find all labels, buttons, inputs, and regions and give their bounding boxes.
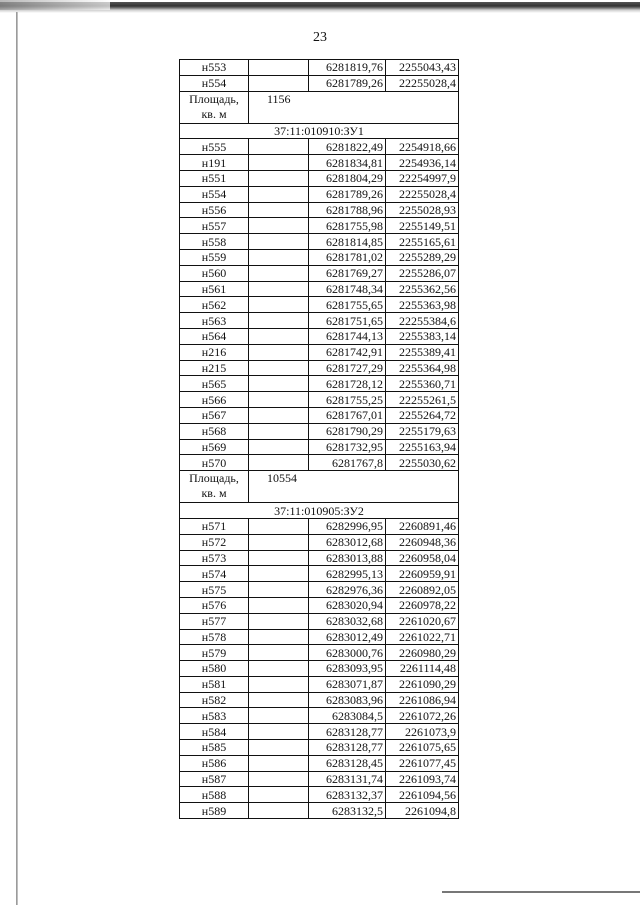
x-coordinate-cell: 6281755,98 xyxy=(309,218,386,234)
y-coordinate-cell: 2260948,36 xyxy=(386,534,459,550)
point-name-cell: н589 xyxy=(180,803,249,819)
y-coordinate-cell: 22255028,4 xyxy=(386,75,459,91)
y-coordinate-cell: 22255028,4 xyxy=(386,186,459,202)
point-name-cell: н585 xyxy=(180,740,249,756)
table-row xyxy=(180,613,459,629)
coordinates-table xyxy=(179,59,459,819)
table-row xyxy=(180,392,459,408)
y-coordinate-cell: 2255149,51 xyxy=(386,218,459,234)
point-name-cell: н551 xyxy=(180,170,249,186)
blank-cell xyxy=(249,740,309,756)
point-name-cell: н581 xyxy=(180,676,249,692)
y-coordinate-cell: 2260978,22 xyxy=(386,597,459,613)
table-row xyxy=(180,755,459,771)
y-coordinate-cell: 22255384,6 xyxy=(386,313,459,329)
blank-cell xyxy=(249,771,309,787)
point-name-cell: н579 xyxy=(180,645,249,661)
y-coordinate-cell: 2255165,61 xyxy=(386,234,459,250)
y-coordinate-cell: 2255360,71 xyxy=(386,376,459,392)
blank-cell xyxy=(249,550,309,566)
blank-cell xyxy=(249,787,309,803)
point-name-cell: н564 xyxy=(180,328,249,344)
table-row xyxy=(180,518,459,534)
y-coordinate-cell: 2261094,56 xyxy=(386,787,459,803)
y-coordinate-cell: 2261114,48 xyxy=(386,661,459,677)
blank-cell xyxy=(249,518,309,534)
y-coordinate-cell: 2255286,07 xyxy=(386,265,459,281)
x-coordinate-cell: 6282976,36 xyxy=(309,582,386,598)
point-name-cell: н562 xyxy=(180,297,249,313)
table-row xyxy=(180,170,459,186)
point-name-cell: н559 xyxy=(180,249,249,265)
table-row xyxy=(180,155,459,171)
table-row xyxy=(180,787,459,803)
area-label-line2: кв. м xyxy=(201,486,227,501)
x-coordinate-cell: 6281727,29 xyxy=(309,360,386,376)
y-coordinate-cell: 2261077,45 xyxy=(386,755,459,771)
blank-cell xyxy=(249,249,309,265)
x-coordinate-cell: 6283128,77 xyxy=(309,740,386,756)
point-name-cell: н558 xyxy=(180,234,249,250)
x-coordinate-cell: 6283032,68 xyxy=(309,613,386,629)
table-row xyxy=(180,423,459,439)
section-header-row xyxy=(180,123,459,139)
area-row xyxy=(180,471,459,503)
x-coordinate-cell: 6283083,96 xyxy=(309,692,386,708)
table-row xyxy=(180,328,459,344)
x-coordinate-cell: 6282996,95 xyxy=(309,518,386,534)
x-coordinate-cell: 6281788,96 xyxy=(309,202,386,218)
point-name-cell: н588 xyxy=(180,787,249,803)
table-row xyxy=(180,771,459,787)
x-coordinate-cell: 6281755,25 xyxy=(309,392,386,408)
table-row xyxy=(180,360,459,376)
x-coordinate-cell: 6283131,74 xyxy=(309,771,386,787)
y-coordinate-cell: 2261090,29 xyxy=(386,676,459,692)
point-name-cell: н578 xyxy=(180,629,249,645)
table-row xyxy=(180,692,459,708)
x-coordinate-cell: 6281789,26 xyxy=(309,186,386,202)
area-label-line1: Площадь, xyxy=(189,91,239,106)
scan-artifact-top-mark xyxy=(0,0,110,10)
table-row xyxy=(180,582,459,598)
blank-cell xyxy=(249,407,309,423)
blank-cell xyxy=(249,344,309,360)
table-row xyxy=(180,534,459,550)
table-row xyxy=(180,439,459,455)
y-coordinate-cell: 22255261,5 xyxy=(386,392,459,408)
y-coordinate-cell: 2261073,9 xyxy=(386,724,459,740)
point-name-cell: н215 xyxy=(180,360,249,376)
x-coordinate-cell: 6281748,34 xyxy=(309,281,386,297)
point-name-cell: н584 xyxy=(180,724,249,740)
x-coordinate-cell: 6281744,13 xyxy=(309,328,386,344)
point-name-cell: н567 xyxy=(180,407,249,423)
point-name-cell: н570 xyxy=(180,455,249,471)
x-coordinate-cell: 6281767,8 xyxy=(309,455,386,471)
point-name-cell: н554 xyxy=(180,186,249,202)
x-coordinate-cell: 6281790,29 xyxy=(309,423,386,439)
blank-cell xyxy=(249,186,309,202)
y-coordinate-cell: 2255364,98 xyxy=(386,360,459,376)
blank-cell xyxy=(249,582,309,598)
y-coordinate-cell: 2255043,43 xyxy=(386,60,459,76)
y-coordinate-cell: 2260980,29 xyxy=(386,645,459,661)
point-name-cell: н574 xyxy=(180,566,249,582)
y-coordinate-cell: 2254918,66 xyxy=(386,139,459,155)
x-coordinate-cell: 6283020,94 xyxy=(309,597,386,613)
x-coordinate-cell: 6282995,13 xyxy=(309,566,386,582)
point-name-cell: н560 xyxy=(180,265,249,281)
y-coordinate-cell: 2261022,71 xyxy=(386,629,459,645)
x-coordinate-cell: 6283128,77 xyxy=(309,724,386,740)
table-row xyxy=(180,202,459,218)
point-name-cell: н572 xyxy=(180,534,249,550)
blank-cell xyxy=(249,218,309,234)
blank-cell xyxy=(249,613,309,629)
table-row xyxy=(180,645,459,661)
blank-cell xyxy=(249,328,309,344)
blank-cell xyxy=(249,724,309,740)
point-name-cell: н553 xyxy=(180,60,249,76)
x-coordinate-cell: 6283128,45 xyxy=(309,755,386,771)
point-name-cell: н555 xyxy=(180,139,249,155)
table-row xyxy=(180,550,459,566)
blank-cell xyxy=(249,139,309,155)
y-coordinate-cell: 2261075,65 xyxy=(386,740,459,756)
y-coordinate-cell: 2261094,8 xyxy=(386,803,459,819)
table-row xyxy=(180,313,459,329)
blank-cell xyxy=(249,360,309,376)
table-row xyxy=(180,249,459,265)
area-label-line1: Площадь, xyxy=(189,471,239,486)
x-coordinate-cell: 6281769,27 xyxy=(309,265,386,281)
table-row xyxy=(180,676,459,692)
blank-cell xyxy=(249,645,309,661)
y-coordinate-cell: 2260959,91 xyxy=(386,566,459,582)
section-header-row xyxy=(180,503,459,519)
y-coordinate-cell: 2255383,14 xyxy=(386,328,459,344)
y-coordinate-cell: 2255389,41 xyxy=(386,344,459,360)
blank-cell xyxy=(249,423,309,439)
table-row xyxy=(180,139,459,155)
x-coordinate-cell: 6281755,65 xyxy=(309,297,386,313)
x-coordinate-cell: 6281834,81 xyxy=(309,155,386,171)
blank-cell xyxy=(249,202,309,218)
point-name-cell: н554 xyxy=(180,75,249,91)
y-coordinate-cell: 2255363,98 xyxy=(386,297,459,313)
y-coordinate-cell: 2260891,46 xyxy=(386,518,459,534)
table-row xyxy=(180,724,459,740)
y-coordinate-cell: 2261086,94 xyxy=(386,692,459,708)
blank-cell xyxy=(249,455,309,471)
x-coordinate-cell: 6281789,26 xyxy=(309,75,386,91)
blank-cell xyxy=(249,692,309,708)
blank-cell xyxy=(249,708,309,724)
x-coordinate-cell: 6281804,29 xyxy=(309,170,386,186)
blank-cell xyxy=(249,392,309,408)
y-coordinate-cell: 2261020,67 xyxy=(386,613,459,629)
y-coordinate-cell: 2261072,26 xyxy=(386,708,459,724)
blank-cell xyxy=(249,155,309,171)
point-name-cell: н586 xyxy=(180,755,249,771)
area-value-cell: 10554 xyxy=(249,471,459,503)
x-coordinate-cell: 6283012,49 xyxy=(309,629,386,645)
table-row xyxy=(180,455,459,471)
y-coordinate-cell: 2260958,04 xyxy=(386,550,459,566)
point-name-cell: н577 xyxy=(180,613,249,629)
table-row xyxy=(180,75,459,91)
x-coordinate-cell: 6281751,65 xyxy=(309,313,386,329)
point-name-cell: н582 xyxy=(180,692,249,708)
table-row xyxy=(180,186,459,202)
point-name-cell: н573 xyxy=(180,550,249,566)
blank-cell xyxy=(249,566,309,582)
table-row xyxy=(180,297,459,313)
point-name-cell: н583 xyxy=(180,708,249,724)
y-coordinate-cell: 2255289,29 xyxy=(386,249,459,265)
scan-artifact-bottom-line xyxy=(442,891,640,893)
point-name-cell: н576 xyxy=(180,597,249,613)
x-coordinate-cell: 6283000,76 xyxy=(309,645,386,661)
blank-cell xyxy=(249,234,309,250)
scan-artifact-left-edge xyxy=(16,12,18,905)
y-coordinate-cell: 2255163,94 xyxy=(386,439,459,455)
x-coordinate-cell: 6281767,01 xyxy=(309,407,386,423)
x-coordinate-cell: 6281742,91 xyxy=(309,344,386,360)
blank-cell xyxy=(249,597,309,613)
y-coordinate-cell: 2255028,93 xyxy=(386,202,459,218)
blank-cell xyxy=(249,281,309,297)
x-coordinate-cell: 6283084,5 xyxy=(309,708,386,724)
y-coordinate-cell: 2255179,63 xyxy=(386,423,459,439)
y-coordinate-cell: 2255264,72 xyxy=(386,407,459,423)
blank-cell xyxy=(249,676,309,692)
table-row xyxy=(180,234,459,250)
x-coordinate-cell: 6283012,68 xyxy=(309,534,386,550)
x-coordinate-cell: 6281781,02 xyxy=(309,249,386,265)
point-name-cell: н571 xyxy=(180,518,249,534)
table-row xyxy=(180,708,459,724)
blank-cell xyxy=(249,629,309,645)
blank-cell xyxy=(249,60,309,76)
table-row xyxy=(180,803,459,819)
x-coordinate-cell: 6281819,76 xyxy=(309,60,386,76)
y-coordinate-cell: 2255030,62 xyxy=(386,455,459,471)
x-coordinate-cell: 6283071,87 xyxy=(309,676,386,692)
table-row xyxy=(180,344,459,360)
blank-cell xyxy=(249,170,309,186)
blank-cell xyxy=(249,439,309,455)
y-coordinate-cell: 2254936,14 xyxy=(386,155,459,171)
x-coordinate-cell: 6283013,88 xyxy=(309,550,386,566)
blank-cell xyxy=(249,803,309,819)
x-coordinate-cell: 6281822,49 xyxy=(309,139,386,155)
point-name-cell: н569 xyxy=(180,439,249,455)
point-name-cell: н568 xyxy=(180,423,249,439)
y-coordinate-cell: 2255362,56 xyxy=(386,281,459,297)
area-label-cell xyxy=(180,471,249,503)
x-coordinate-cell: 6283132,37 xyxy=(309,787,386,803)
table-row xyxy=(180,407,459,423)
point-name-cell: н561 xyxy=(180,281,249,297)
table-row xyxy=(180,60,459,76)
blank-cell xyxy=(249,376,309,392)
blank-cell xyxy=(249,755,309,771)
area-label-cell xyxy=(180,91,249,123)
cadastral-number-cell: 37:11:010905:ЗУ2 xyxy=(180,503,459,519)
x-coordinate-cell: 6283132,5 xyxy=(309,803,386,819)
blank-cell xyxy=(249,661,309,677)
table-row xyxy=(180,376,459,392)
blank-cell xyxy=(249,297,309,313)
blank-cell xyxy=(249,265,309,281)
area-label-line2: кв. м xyxy=(201,106,227,121)
point-name-cell: н587 xyxy=(180,771,249,787)
point-name-cell: н566 xyxy=(180,392,249,408)
point-name-cell: н216 xyxy=(180,344,249,360)
point-name-cell: н580 xyxy=(180,661,249,677)
y-coordinate-cell: 22254997,9 xyxy=(386,170,459,186)
point-name-cell: н556 xyxy=(180,202,249,218)
point-name-cell: н557 xyxy=(180,218,249,234)
y-coordinate-cell: 2260892,05 xyxy=(386,582,459,598)
area-value-cell: 1156 xyxy=(249,91,459,123)
table-row xyxy=(180,629,459,645)
point-name-cell: н191 xyxy=(180,155,249,171)
y-coordinate-cell: 2261093,74 xyxy=(386,771,459,787)
blank-cell xyxy=(249,313,309,329)
table-row xyxy=(180,218,459,234)
table-row xyxy=(180,661,459,677)
point-name-cell: н565 xyxy=(180,376,249,392)
x-coordinate-cell: 6281732,95 xyxy=(309,439,386,455)
area-row xyxy=(180,91,459,123)
blank-cell xyxy=(249,534,309,550)
point-name-cell: н563 xyxy=(180,313,249,329)
table-row xyxy=(180,740,459,756)
x-coordinate-cell: 6283093,95 xyxy=(309,661,386,677)
x-coordinate-cell: 6281814,85 xyxy=(309,234,386,250)
x-coordinate-cell: 6281728,12 xyxy=(309,376,386,392)
table-row xyxy=(180,597,459,613)
table-row xyxy=(180,265,459,281)
point-name-cell: н575 xyxy=(180,582,249,598)
page-number: 23 xyxy=(313,30,327,45)
table-row xyxy=(180,281,459,297)
blank-cell xyxy=(249,75,309,91)
cadastral-number-cell: 37:11:010910:ЗУ1 xyxy=(180,123,459,139)
table-row xyxy=(180,566,459,582)
